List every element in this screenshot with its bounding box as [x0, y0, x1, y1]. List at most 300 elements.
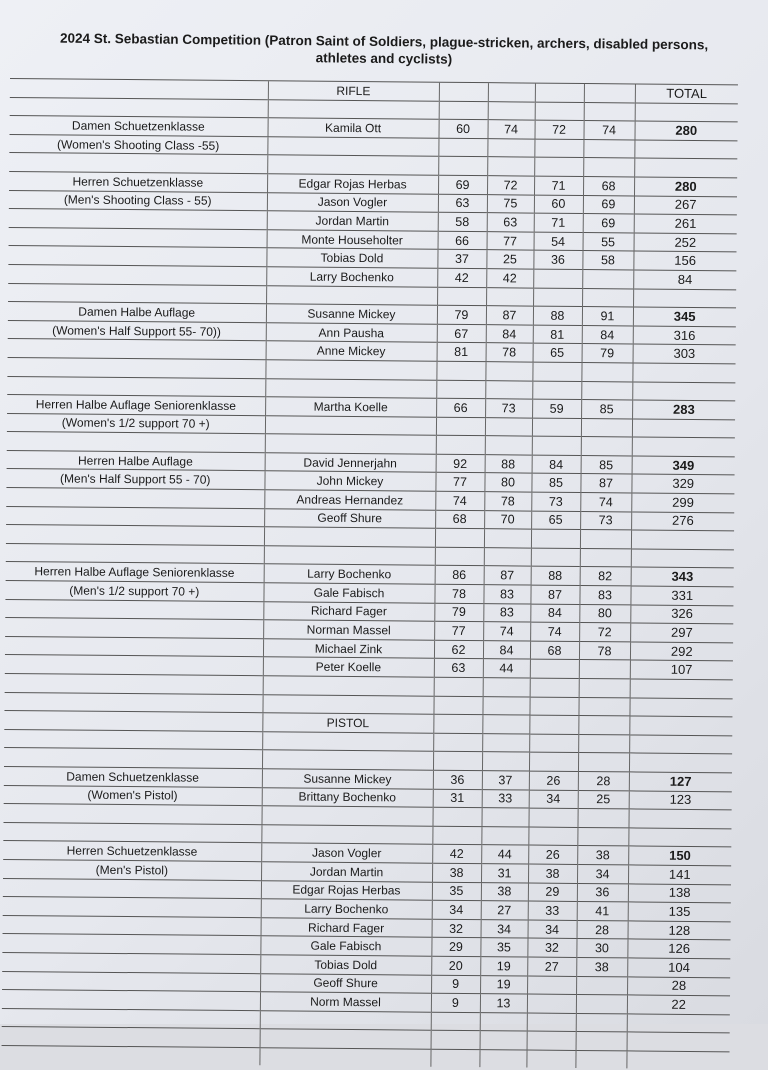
- empty-cell: [480, 1012, 527, 1031]
- score-2: 80: [484, 473, 531, 492]
- shooter-name: Jordan Martin: [261, 862, 432, 882]
- score-2: 83: [483, 603, 530, 622]
- empty-cell: [576, 1013, 627, 1032]
- empty-cell: [577, 827, 628, 846]
- empty-cell: [628, 809, 731, 828]
- score-1: 68: [435, 510, 484, 529]
- empty-cell: [3, 915, 261, 936]
- empty-cell: [7, 432, 265, 453]
- empty-cell: [485, 417, 532, 436]
- empty-cell: [629, 698, 732, 717]
- empty-cell: [532, 436, 581, 455]
- empty-cell: [482, 715, 529, 734]
- empty-cell: [8, 246, 266, 267]
- score-2: 42: [486, 269, 533, 288]
- score-3: [527, 994, 576, 1013]
- empty-cell: [265, 378, 436, 398]
- score-2: 19: [480, 975, 527, 994]
- class-name-de: Herren Halbe Auflage: [7, 450, 265, 471]
- empty-cell: [632, 363, 735, 382]
- score-1: 77: [435, 473, 484, 492]
- empty-cell: [627, 1014, 730, 1033]
- empty-cell: [487, 138, 534, 157]
- shooter-name: Larry Bochenko: [261, 899, 432, 919]
- score-3: 72: [534, 120, 583, 139]
- shooter-name: Susanne Mickey: [266, 304, 437, 324]
- empty-cell: [6, 488, 264, 509]
- empty-cell: [6, 543, 264, 564]
- shooter-name: Richard Fager: [261, 917, 432, 937]
- empty-cell: [480, 1031, 527, 1050]
- empty-cell: [532, 381, 581, 400]
- score-1: 77: [434, 621, 483, 640]
- empty-cell: [626, 1051, 729, 1070]
- empty-cell: [528, 827, 577, 846]
- empty-cell: [264, 546, 435, 566]
- score-3: 71: [534, 213, 583, 232]
- empty-cell: [437, 287, 486, 306]
- empty-cell: [527, 1013, 576, 1032]
- empty-cell: [532, 362, 581, 381]
- score-4: 91: [582, 307, 633, 326]
- empty-cell: [582, 288, 633, 307]
- empty-cell: [439, 101, 488, 120]
- shooter-name: Gale Fabisch: [263, 583, 434, 603]
- empty-cell: [629, 753, 732, 772]
- score-3: 65: [533, 343, 582, 362]
- score-3: [533, 269, 582, 288]
- empty-cell: [635, 103, 738, 122]
- empty-cell: [484, 547, 531, 566]
- score-4: 74: [583, 121, 634, 140]
- empty-cell: [581, 362, 632, 381]
- empty-cell: [438, 138, 487, 157]
- class-name-de: Damen Schuetzenklasse: [4, 766, 262, 787]
- score-4: 25: [578, 790, 629, 809]
- empty-cell: [482, 696, 529, 715]
- empty-cell: [632, 437, 735, 456]
- empty-cell: [7, 376, 265, 397]
- empty-cell: [4, 711, 262, 732]
- score-2: 25: [486, 250, 533, 269]
- score-1: 86: [435, 566, 484, 585]
- score-1: 36: [433, 770, 482, 789]
- score-4: 80: [579, 604, 630, 623]
- empty-cell: [532, 418, 581, 437]
- empty-cell: [581, 437, 632, 456]
- empty-cell: [5, 618, 263, 639]
- empty-cell: [485, 436, 532, 455]
- empty-cell: [9, 153, 267, 174]
- score-4: 82: [580, 567, 631, 586]
- score-2: 19: [480, 957, 527, 976]
- score-1: 31: [433, 789, 482, 808]
- shooter-name: Gale Fabisch: [260, 936, 431, 956]
- total-score: 276: [631, 512, 734, 531]
- score-1: 9: [431, 993, 480, 1012]
- empty-cell: [263, 676, 434, 696]
- score-4: 41: [577, 902, 628, 921]
- empty-cell: [2, 990, 260, 1011]
- score-2: 72: [487, 176, 534, 195]
- empty-cell: [8, 264, 266, 285]
- total-score: 141: [628, 865, 731, 884]
- total-score: 280: [634, 121, 737, 140]
- total-score: 126: [627, 939, 730, 958]
- empty-cell: [627, 1032, 730, 1051]
- empty-cell: [1, 1045, 259, 1065]
- empty-cell: [4, 804, 262, 825]
- score-1: 60: [438, 119, 487, 138]
- empty-cell: [436, 417, 485, 436]
- empty-cell: [632, 381, 735, 400]
- total-score: 127: [629, 772, 732, 791]
- score-3: 84: [532, 455, 581, 474]
- empty-cell: [433, 696, 482, 715]
- shooter-name: Michael Zink: [263, 639, 434, 659]
- empty-cell: [481, 808, 528, 827]
- score-2: 34: [481, 919, 528, 938]
- empty-cell: [10, 97, 268, 118]
- score-1: 79: [434, 603, 483, 622]
- total-score: 326: [630, 605, 733, 624]
- empty-cell: [535, 83, 584, 102]
- empty-cell: [268, 99, 439, 119]
- score-3: 68: [530, 641, 579, 660]
- class-name-en: (Women's Pistol): [4, 785, 262, 806]
- empty-cell: [433, 714, 482, 733]
- empty-cell: [2, 1008, 260, 1029]
- total-score: 297: [630, 623, 733, 642]
- empty-cell: [4, 748, 262, 769]
- total-score: 138: [628, 883, 731, 902]
- empty-cell: [529, 734, 578, 753]
- score-3: 36: [533, 250, 582, 269]
- empty-cell: [2, 1027, 260, 1048]
- empty-cell: [5, 599, 263, 620]
- shooter-name: Kamila Ott: [267, 118, 438, 138]
- empty-cell: [629, 735, 732, 754]
- total-score: 150: [628, 846, 731, 865]
- total-score: 107: [630, 660, 733, 679]
- total-score: 331: [630, 586, 733, 605]
- score-4: 73: [580, 511, 631, 530]
- shooter-name: Geoff Shure: [264, 508, 435, 528]
- score-3: 88: [533, 306, 582, 325]
- class-name-de: Herren Schuetzenklasse: [3, 841, 261, 862]
- shooter-name: Norm Massel: [260, 992, 431, 1012]
- empty-cell: [7, 357, 265, 378]
- empty-cell: [584, 84, 635, 103]
- empty-cell: [577, 809, 628, 828]
- shooter-name: Edgar Rojas Herbas: [267, 174, 438, 194]
- total-score: 267: [634, 196, 737, 215]
- empty-cell: [487, 157, 534, 176]
- score-1: 78: [434, 584, 483, 603]
- score-4: 78: [579, 641, 630, 660]
- total-score: 280: [634, 177, 737, 196]
- score-1: 20: [431, 956, 480, 975]
- score-3: [527, 976, 576, 995]
- empty-cell: [3, 878, 261, 899]
- score-3: 38: [528, 864, 577, 883]
- empty-cell: [435, 547, 484, 566]
- score-3: 33: [528, 901, 577, 920]
- empty-cell: [530, 678, 579, 697]
- score-4: 74: [580, 493, 631, 512]
- score-4: 28: [578, 771, 629, 790]
- total-score: 292: [630, 642, 733, 661]
- shooter-name: John Mickey: [264, 471, 435, 491]
- empty-cell: [267, 155, 438, 175]
- score-1: 38: [432, 863, 481, 882]
- empty-cell: [484, 529, 531, 548]
- shooter-name: Martha Koelle: [265, 397, 436, 417]
- score-4: 79: [582, 344, 633, 363]
- score-3: 54: [534, 232, 583, 251]
- score-3: 87: [530, 585, 579, 604]
- shooter-name: David Jennerjahn: [265, 453, 436, 473]
- empty-cell: [580, 548, 631, 567]
- class-name-de: Damen Halbe Auflage: [8, 302, 266, 323]
- class-name-de: Herren Halbe Auflage Seniorenklasse: [7, 395, 265, 416]
- score-3: 34: [529, 790, 578, 809]
- score-1: 62: [434, 640, 483, 659]
- class-name-en: (Men's Shooting Class - 55): [9, 190, 267, 211]
- score-4: 72: [579, 623, 630, 642]
- section-label-pistol: PISTOL: [262, 713, 433, 733]
- score-2: 88: [485, 455, 532, 474]
- shooter-name: Larry Bochenko: [264, 564, 435, 584]
- empty-cell: [434, 677, 483, 696]
- class-name-de: Herren Schuetzenklasse: [9, 171, 267, 192]
- score-2: 13: [480, 994, 527, 1013]
- score-2: 37: [482, 771, 529, 790]
- empty-cell: [431, 1030, 480, 1049]
- empty-cell: [581, 418, 632, 437]
- empty-cell: [581, 381, 632, 400]
- empty-cell: [439, 82, 488, 101]
- score-1: 34: [432, 900, 481, 919]
- empty-cell: [535, 102, 584, 121]
- score-4: 28: [577, 920, 628, 939]
- score-3: 60: [534, 195, 583, 214]
- empty-cell: [3, 822, 261, 843]
- total-score: 252: [634, 233, 737, 252]
- score-4: 38: [577, 846, 628, 865]
- total-score: 343: [631, 567, 734, 586]
- empty-cell: [631, 530, 734, 549]
- score-4: 83: [579, 586, 630, 605]
- empty-cell: [266, 285, 437, 305]
- shooter-name: Tobias Dold: [260, 955, 431, 975]
- score-2: 84: [483, 640, 530, 659]
- empty-cell: [579, 678, 630, 697]
- score-1: 66: [436, 398, 485, 417]
- empty-cell: [632, 419, 735, 438]
- class-name-en: (Women's 1/2 support 70 +): [7, 413, 265, 434]
- empty-cell: [576, 1032, 627, 1051]
- empty-cell: [482, 733, 529, 752]
- empty-cell: [435, 528, 484, 547]
- empty-cell: [265, 360, 436, 380]
- score-2: 35: [480, 938, 527, 957]
- empty-cell: [578, 753, 629, 772]
- total-score: 345: [633, 307, 736, 326]
- shooter-name: Brittany Bochenko: [262, 787, 433, 807]
- empty-cell: [529, 715, 578, 734]
- class-name-en: (Women's Half Support 55- 70)): [8, 320, 266, 341]
- document-title: [0, 29, 768, 71]
- score-1: 67: [437, 324, 486, 343]
- empty-cell: [4, 729, 262, 750]
- score-1: 9: [431, 975, 480, 994]
- empty-cell: [5, 655, 263, 676]
- total-score: 299: [631, 493, 734, 512]
- score-3: 73: [531, 492, 580, 511]
- score-2: 63: [487, 213, 534, 232]
- score-3: 26: [529, 771, 578, 790]
- empty-cell: [432, 807, 481, 826]
- shooter-name: Norman Massel: [263, 620, 434, 640]
- score-1: 58: [438, 212, 487, 231]
- empty-cell: [6, 506, 264, 527]
- empty-cell: [634, 140, 737, 159]
- score-1: 63: [434, 659, 483, 678]
- score-1: 37: [437, 250, 486, 269]
- score-4: 69: [583, 195, 634, 214]
- empty-cell: [262, 694, 433, 714]
- empty-cell: [580, 530, 631, 549]
- empty-cell: [9, 227, 267, 248]
- empty-cell: [488, 83, 535, 102]
- empty-cell: [433, 733, 482, 752]
- empty-cell: [436, 436, 485, 455]
- empty-cell: [629, 716, 732, 735]
- empty-cell: [2, 952, 260, 973]
- empty-cell: [430, 1049, 479, 1068]
- score-2: 83: [483, 585, 530, 604]
- score-3: 84: [530, 604, 579, 623]
- empty-cell: [479, 1050, 526, 1069]
- empty-cell: [8, 283, 266, 304]
- score-4: [579, 660, 630, 679]
- score-2: 77: [487, 231, 534, 250]
- shooter-name: Andreas Hernandez: [264, 490, 435, 510]
- empty-cell: [631, 549, 734, 568]
- empty-cell: [260, 1029, 431, 1049]
- score-4: 85: [581, 400, 632, 419]
- empty-cell: [534, 157, 583, 176]
- score-2: 74: [487, 120, 534, 139]
- empty-cell: [5, 673, 263, 694]
- score-3: 26: [528, 845, 577, 864]
- empty-cell: [260, 1010, 431, 1030]
- empty-cell: [261, 806, 432, 826]
- score-4: 34: [577, 864, 628, 883]
- empty-cell: [485, 380, 532, 399]
- empty-cell: [583, 158, 634, 177]
- shooter-name: Edgar Rojas Herbas: [261, 880, 432, 900]
- total-score: 283: [632, 400, 735, 419]
- empty-cell: [526, 1050, 575, 1069]
- total-score: 22: [627, 995, 730, 1014]
- score-1: 66: [438, 231, 487, 250]
- empty-cell: [578, 716, 629, 735]
- score-2: 74: [483, 622, 530, 641]
- score-1: 81: [437, 343, 486, 362]
- empty-cell: [265, 434, 436, 454]
- score-2: 87: [486, 306, 533, 325]
- shooter-name: Jordan Martin: [267, 211, 438, 231]
- score-2: 73: [485, 399, 532, 418]
- empty-cell: [534, 139, 583, 158]
- score-2: 33: [482, 789, 529, 808]
- empty-cell: [483, 678, 530, 697]
- score-2: 70: [484, 510, 531, 529]
- score-3: 81: [533, 325, 582, 344]
- empty-cell: [438, 157, 487, 176]
- shooter-name: Tobias Dold: [266, 248, 437, 268]
- empty-cell: [431, 1012, 480, 1031]
- class-name-en: (Men's 1/2 support 70 +): [5, 581, 263, 602]
- empty-cell: [531, 529, 580, 548]
- empty-cell: [436, 380, 485, 399]
- empty-cell: [262, 732, 433, 752]
- score-4: [582, 269, 633, 288]
- empty-cell: [2, 934, 260, 955]
- score-4: [576, 976, 627, 995]
- score-3: 88: [531, 567, 580, 586]
- total-score: 261: [634, 214, 737, 233]
- empty-cell: [4, 692, 262, 713]
- score-4: 38: [576, 957, 627, 976]
- empty-cell: [265, 415, 436, 435]
- empty-cell: [533, 288, 582, 307]
- score-1: 69: [438, 175, 487, 194]
- score-4: 58: [582, 251, 633, 270]
- score-1: 29: [431, 938, 480, 957]
- score-3: 27: [527, 957, 576, 976]
- empty-cell: [259, 1048, 430, 1068]
- empty-cell: [262, 750, 433, 770]
- total-score: 104: [627, 958, 730, 977]
- score-4: 87: [580, 474, 631, 493]
- total-score: 156: [633, 251, 736, 270]
- score-2: 38: [481, 882, 528, 901]
- score-2: 44: [483, 659, 530, 678]
- shooter-name: Anne Mickey: [266, 341, 437, 361]
- score-4: 69: [583, 214, 634, 233]
- score-2: 78: [486, 343, 533, 362]
- empty-cell: [527, 1031, 576, 1050]
- empty-cell: [432, 826, 481, 845]
- total-score: 303: [633, 344, 736, 363]
- score-3: 32: [527, 938, 576, 957]
- shooter-name: Geoff Shure: [260, 973, 431, 993]
- empty-cell: [583, 139, 634, 158]
- shooter-name: Susanne Mickey: [262, 769, 433, 789]
- total-header: TOTAL: [635, 84, 738, 103]
- empty-cell: [486, 287, 533, 306]
- score-3: 74: [530, 622, 579, 641]
- score-3: 34: [528, 920, 577, 939]
- score-1: 63: [438, 194, 487, 213]
- score-1: 92: [436, 454, 485, 473]
- score-1: 74: [435, 491, 484, 510]
- total-score: 349: [632, 456, 735, 475]
- score-4: 68: [583, 176, 634, 195]
